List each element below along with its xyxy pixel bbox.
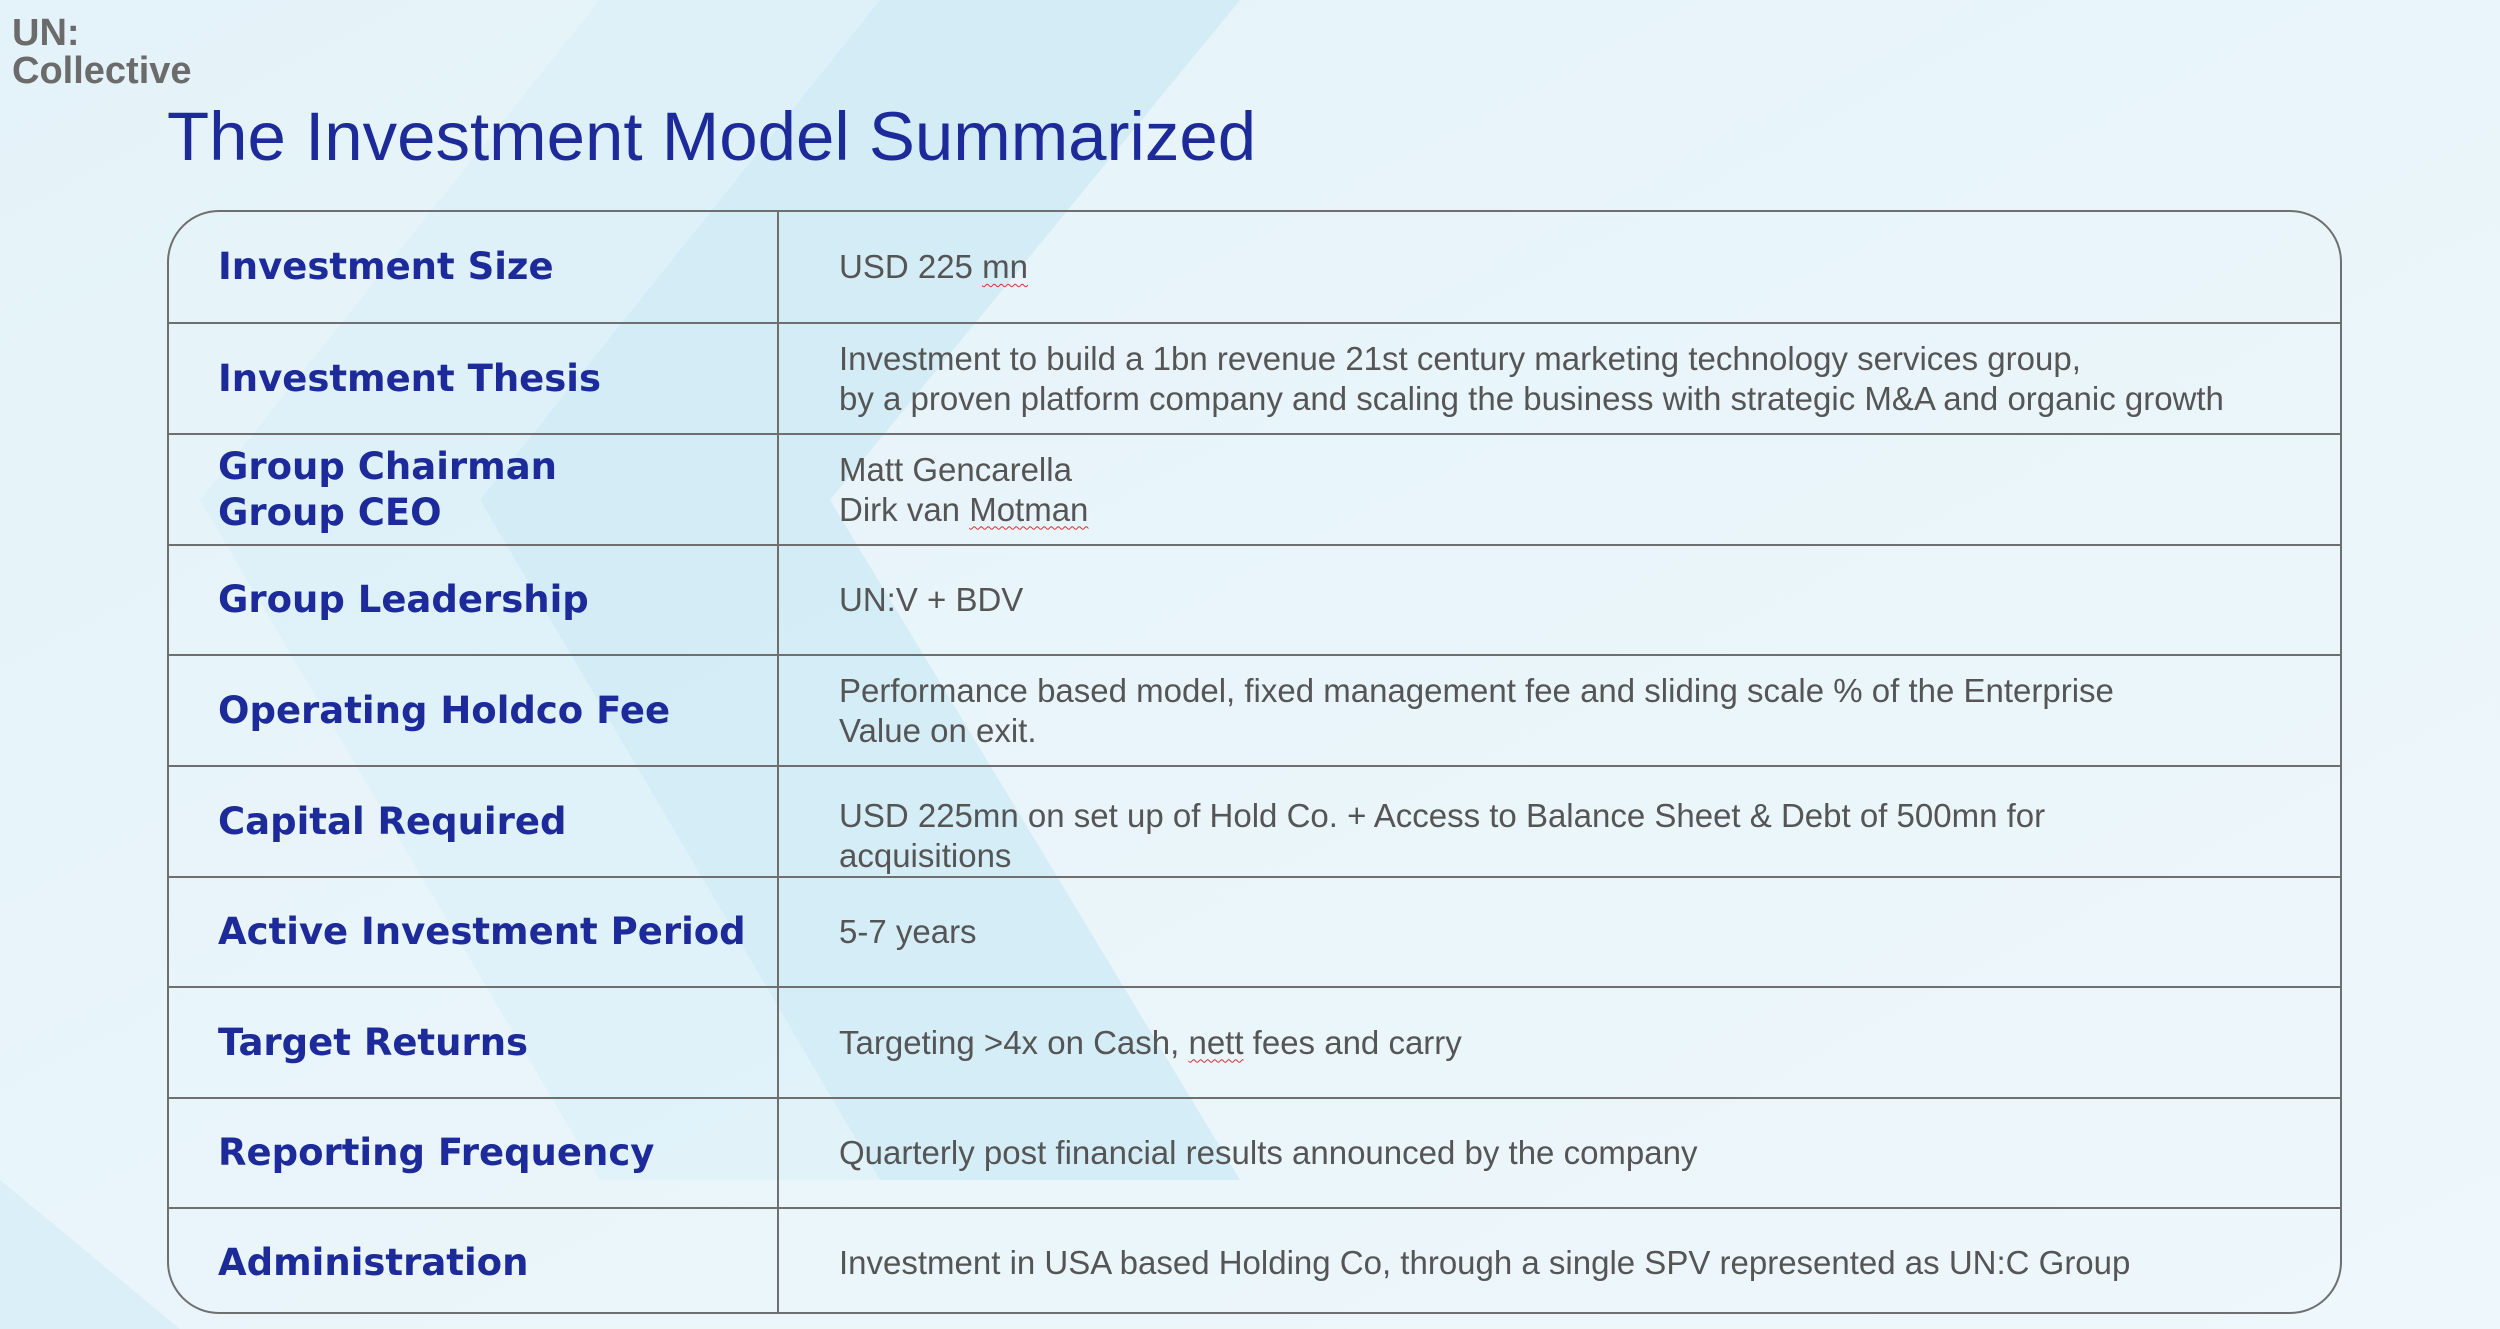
table-row <box>169 212 2340 322</box>
row-label: Group Leadership <box>218 578 589 621</box>
table-row <box>169 876 2340 986</box>
row-label: Operating Holdco Fee <box>218 688 671 732</box>
table-row <box>169 1097 2340 1207</box>
row-value: Investment to build a 1bn revenue 21st century marketing technology services group, by a proven platform company and scaling the business with strategic M&A and organic growth <box>839 339 2224 417</box>
row-value: USD 225 mn <box>839 248 1028 285</box>
row-value: 5-7 years <box>839 913 977 950</box>
logo-line-2: Collective <box>12 50 192 92</box>
row-value: Performance based model, fixed management fee and sliding scale % of the Enterprise Value on exit. <box>839 671 2114 749</box>
row-label: Reporting Frequency <box>218 1131 655 1174</box>
table-row <box>169 1207 2340 1314</box>
table-row <box>169 654 2340 765</box>
row-label: Investment Thesis <box>218 356 601 400</box>
table-row <box>169 433 2340 544</box>
row-value: USD 225mn on set up of Hold Co. + Access to Balance Sheet & Debt of 500mn for acquisitions <box>839 797 2046 874</box>
table-row <box>169 765 2340 876</box>
summary-table <box>167 210 2342 1314</box>
row-label: Target Returns <box>218 1020 529 1064</box>
row-value: UN:V + BDV <box>839 581 1024 618</box>
table-row <box>169 986 2340 1097</box>
company-logo <box>12 14 192 90</box>
table-row <box>169 544 2340 654</box>
table-row <box>169 322 2340 433</box>
row-label: Investment Size <box>218 245 554 288</box>
row-label: Administration <box>218 1240 529 1284</box>
page-title: The Investment Model Summarized <box>167 98 1257 175</box>
logo-line-1: UN: <box>12 12 80 54</box>
row-label: Active Investment Period <box>218 910 746 953</box>
row-label: Capital Required <box>218 799 567 843</box>
row-label: Group Chairman Group CEO <box>218 444 557 534</box>
row-value: Targeting >4x on Cash, nett fees and carry <box>839 1023 1462 1061</box>
row-value: Matt Gencarella Dirk van Motman <box>839 450 1089 528</box>
row-value: Quarterly post financial results announced by the company <box>839 1134 1698 1171</box>
row-value: Investment in USA based Holding Co, through a single SPV represented as UN:C Group <box>839 1243 2131 1281</box>
